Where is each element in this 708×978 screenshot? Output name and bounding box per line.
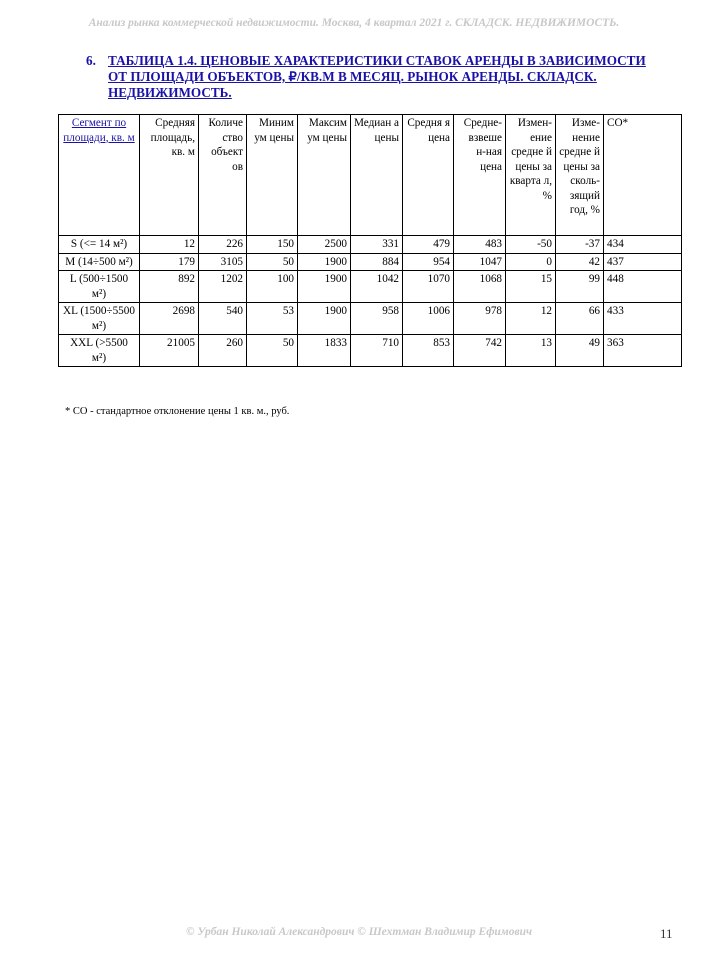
cell-value: 853 (403, 335, 454, 367)
table-header-row (59, 115, 682, 236)
cell-value: 433 (604, 303, 682, 335)
cell-segment: XL (1500÷5500 м²) (59, 303, 140, 335)
cell-value: 179 (140, 253, 199, 271)
cell-value: 1833 (298, 335, 351, 367)
cell-value: 1068 (454, 271, 506, 303)
col-header-min-price: Миним ум цены (247, 115, 298, 236)
cell-value: 1900 (298, 253, 351, 271)
col-header-year-change: Изме-нение средне й цены за сколь-зящий год, % (556, 115, 604, 236)
cell-value: 884 (351, 253, 403, 271)
cell-value: 42 (556, 253, 604, 271)
cell-value: 1202 (199, 271, 247, 303)
cell-value: 363 (604, 335, 682, 367)
col-header-avg-price: Средня я цена (403, 115, 454, 236)
table-row (59, 335, 682, 367)
table-row (59, 236, 682, 254)
cell-value: 892 (140, 271, 199, 303)
cell-value: 1047 (454, 253, 506, 271)
price-table (58, 114, 682, 367)
col-header-segment[interactable]: Сегмент по площади, кв. м (59, 115, 140, 236)
cell-value: 53 (247, 303, 298, 335)
cell-value: 260 (199, 335, 247, 367)
col-header-count: Количе ство объект ов (199, 115, 247, 236)
cell-value: 1042 (351, 271, 403, 303)
table-row (59, 253, 682, 271)
cell-value: 710 (351, 335, 403, 367)
cell-value: 1070 (403, 271, 454, 303)
cell-segment: L (500÷1500 м²) (59, 271, 140, 303)
cell-value: 954 (403, 253, 454, 271)
cell-segment: XXL (>5500 м²) (59, 335, 140, 367)
cell-value: 958 (351, 303, 403, 335)
table-row (59, 271, 682, 303)
heading-number: 6. (86, 53, 96, 68)
table-row (59, 303, 682, 335)
cell-value: 540 (199, 303, 247, 335)
cell-value: -37 (556, 236, 604, 254)
cell-value: -50 (506, 236, 556, 254)
cell-value: 66 (556, 303, 604, 335)
page-number: 11 (660, 926, 673, 941)
cell-value: 21005 (140, 335, 199, 367)
cell-value: 0 (506, 253, 556, 271)
cell-value: 2500 (298, 236, 351, 254)
cell-value: 1900 (298, 303, 351, 335)
table-footnote: * СО - стандартное отклонение цены 1 кв. м., руб. (65, 406, 290, 417)
col-header-avg-area: Средняя площадь, кв. м (140, 115, 199, 236)
cell-value: 1006 (403, 303, 454, 335)
col-header-std-dev: СО* (604, 115, 682, 236)
cell-value: 1900 (298, 271, 351, 303)
cell-value: 12 (140, 236, 199, 254)
cell-value: 100 (247, 271, 298, 303)
col-header-max-price: Максим ум цены (298, 115, 351, 236)
cell-value: 15 (506, 271, 556, 303)
cell-value: 50 (247, 253, 298, 271)
col-header-median-price: Медиан а цены (351, 115, 403, 236)
cell-value: 226 (199, 236, 247, 254)
cell-value: 50 (247, 335, 298, 367)
cell-value: 434 (604, 236, 682, 254)
cell-value: 483 (454, 236, 506, 254)
cell-value: 448 (604, 271, 682, 303)
cell-value: 2698 (140, 303, 199, 335)
running-header: Анализ рынка коммерческой недвижимости. Москва, 4 квартал 2021 г. СКЛАДСК. НЕДВИЖИМОСТЬ. (88, 17, 620, 29)
col-header-weighted-price: Средне-взвеше н-ная цена (454, 115, 506, 236)
heading-text: ТАБЛИЦА 1.4. ЦЕНОВЫЕ ХАРАКТЕРИСТИКИ СТАВОК АРЕНДЫ В ЗАВИСИМОСТИ ОТ ПЛОЩАДИ ОБЪЕКТОВ, ₽/КВ.М В МЕСЯЦ. РЫНОК АРЕНДЫ. СКЛАДСК. НЕДВИЖИМОСТЬ. (108, 53, 646, 100)
cell-value: 742 (454, 335, 506, 367)
cell-value: 150 (247, 236, 298, 254)
cell-segment: S (<= 14 м²) (59, 236, 140, 254)
col-header-quarter-change: Измен-ение средне й цены за кварта л, % (506, 115, 556, 236)
cell-segment: M (14÷500 м²) (59, 253, 140, 271)
cell-value: 978 (454, 303, 506, 335)
cell-value: 49 (556, 335, 604, 367)
cell-value: 3105 (199, 253, 247, 271)
cell-value: 12 (506, 303, 556, 335)
copyright-footer: © Урбан Николай Александрович © Шехтман Владимир Ефимович (185, 926, 533, 938)
cell-value: 331 (351, 236, 403, 254)
table-heading (86, 53, 646, 101)
cell-value: 437 (604, 253, 682, 271)
cell-value: 99 (556, 271, 604, 303)
cell-value: 479 (403, 236, 454, 254)
cell-value: 13 (506, 335, 556, 367)
